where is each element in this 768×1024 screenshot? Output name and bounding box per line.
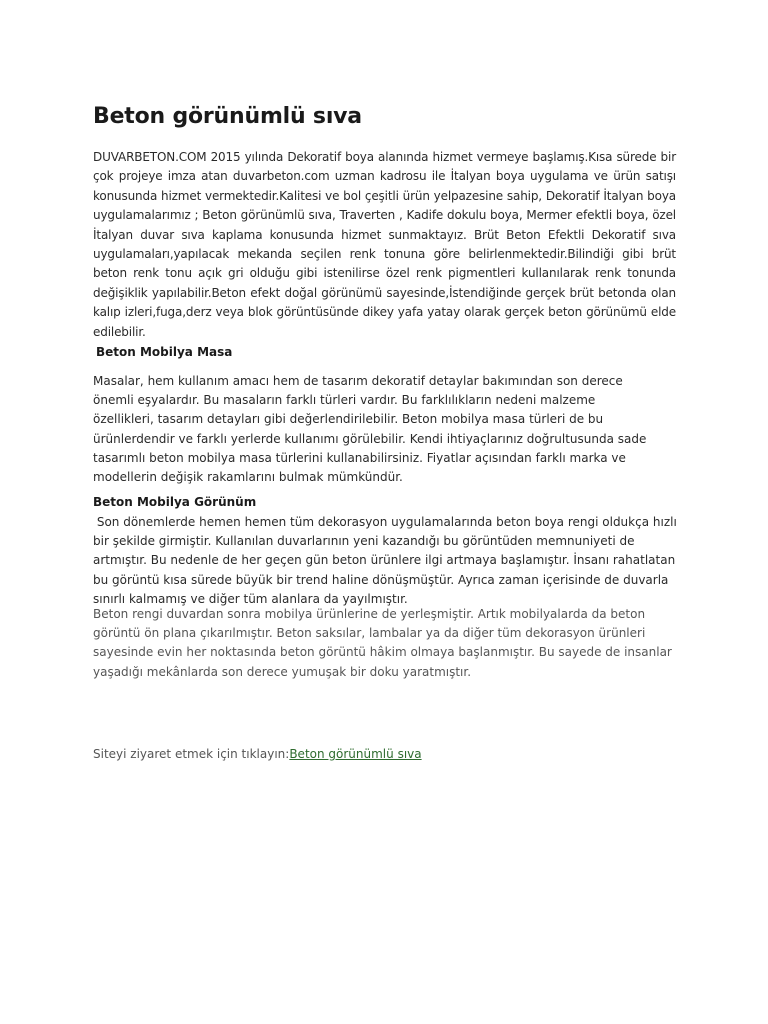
gorunum-paragraph bbox=[93, 513, 678, 609]
section-heading-gorunum: Beton Mobilya Görünüm bbox=[93, 495, 257, 509]
visit-prefix: Siteyi ziyaret etmek için tıklayın: bbox=[93, 747, 290, 761]
intro-paragraph: DUVARBETON.COM 2015 yılında Dekoratif boya alanında hizmet vermeye başlamış.Kısa sürede bir çok projeye imza atan duvarbeton.com uzman kadrosu ile İtalyan boya uygulama ve ürün satışı konusunda hizmet vermektedir.Kalitesi ve bol çeşitli ürün yelpazesine sahip, Dekoratif İtalyan boya uygulamalarımız ; Beton görünümlü sıva, Traverten , Kadife dokulu boya, Mermer efektli boya, özel İtalyan duvar sıva kaplama konusunda hizmet sunmaktayız. Brüt Beton Efektli Dekoratif sıva uygulamaları,yapılacak mekanda seçilen renk tonuna göre belirlenmektedir.Bilindiği gibi brüt beton renk tonu açık gri olduğu gibi istenilirse özel renk pigmentleri kullanılarak renk tonunda değişiklik yapılabilir.Beton efekt doğal görünümü sayesinde,İstendiğinde gerçek brüt betonda olan kalıp izleri,fuga,derz veya blok görüntüsünde dikey yafa yatay olarak gerçek beton görünümü elde edilebilir. bbox=[93, 150, 676, 339]
visit-link[interactable]: Beton görünümlü sıva bbox=[289, 747, 422, 761]
page-title: Beton görünümlü sıva bbox=[93, 104, 362, 129]
gorunum-paragraph-continued: Beton rengi duvardan sonra mobilya ürünlerine de yerleşmiştir. Artık mobilyalarda da beton görüntü ön plana çıkarılmıştır. Beton saksılar, lambalar ya da diğer tüm dekorasyon ürünleri sayesinde evin her noktasında beton görüntü hâkim olmaya başlanmıştır. Bu sayede de insanlar yaşadığı mekânlarda son derece yumuşak bir doku yaratmıştır. bbox=[93, 607, 672, 679]
section-heading-masa: Beton Mobilya Masa bbox=[96, 345, 233, 359]
visit-line bbox=[93, 747, 422, 761]
masa-paragraph: Masalar, hem kullanım amacı hem de tasarım dekoratif detaylar bakımından son derece önemli eşyalardır. Bu masaların farklı türleri vardır. Bu farklılıkların nedeni malzeme özellikleri, tasarım detayları gibi değerlendirilebilir. Beton mobilya masa türleri de bu ürünlerdendir ve farklı yerlerde kullanımı görülebilir. Kendi ihtiyaçlarınız doğrultusunda sade tasarımlı beton mobilya masa türlerini kullanabilirsiniz. Fiyatlar açısından farklı marka ve modellerin değişik rakamlarını bulmak mümkündür. bbox=[93, 374, 647, 485]
gorunum-paragraph-text: Son dönemlerde hemen hemen tüm dekorasyon uygulamalarında beton boya rengi oldukça hızlı bir şekilde girmiştir. Kullanılan duvarlarının yeni kazandığı bu görüntüden memnuniyeti de artmıştır. Bu nedenle de her geçen gün beton ürünlere ilgi artmaya başlamıştır. İnsanı rahatlatan bu görüntü kısa sürede büyük bir trend haline dönüşmüştür. Ayrıca zaman içerisinde de duvarla sınırlı kalmamış ve diğer tüm alanlara da yayılmıştır. bbox=[93, 515, 677, 606]
